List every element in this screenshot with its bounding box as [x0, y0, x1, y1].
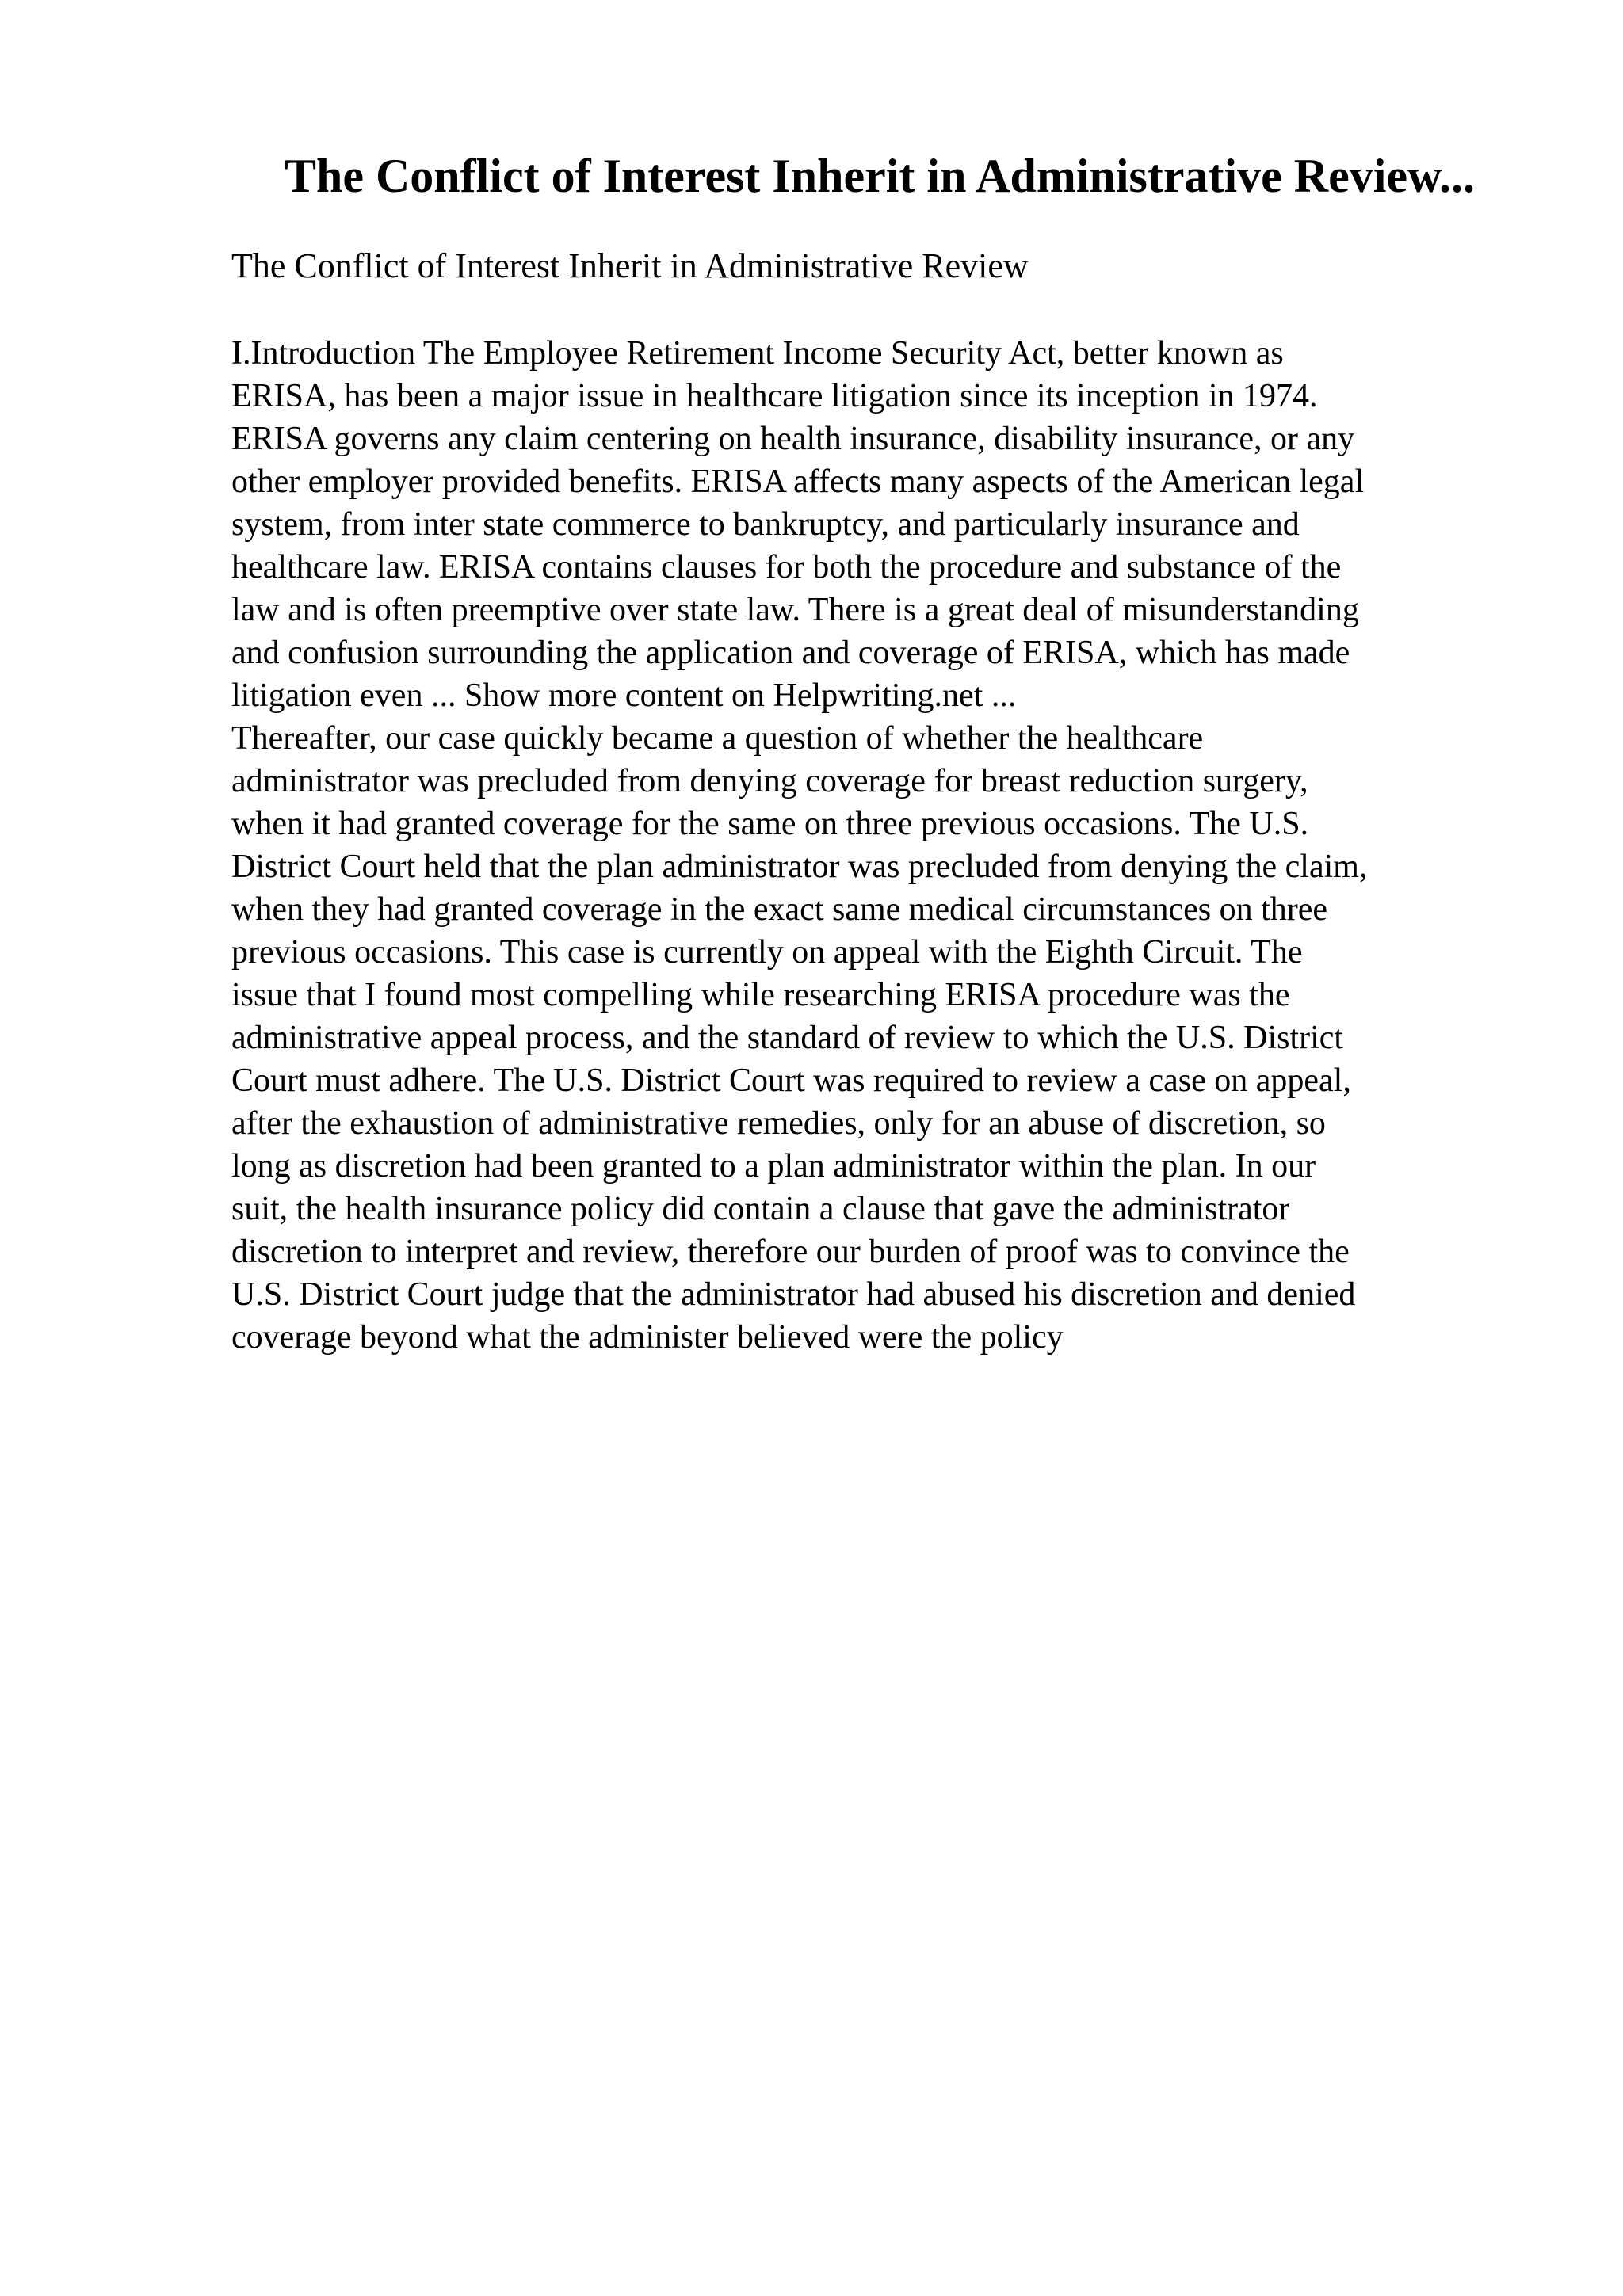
- body-text-line: suit, the health insurance policy did contain a clause that gave the administrator: [231, 1191, 1290, 1227]
- body-text-line: District Court held that the plan administrator was precluded from denying the claim,: [231, 849, 1368, 885]
- body-text-line: ERISA governs any claim centering on health insurance, disability insurance, or any: [231, 421, 1355, 457]
- body-text-line: other employer provided benefits. ERISA affects many aspects of the American legal: [231, 463, 1365, 500]
- body-text-line: when it had granted coverage for the same on three previous occasions. The U.S.: [231, 806, 1309, 842]
- body-text-line: system, from inter state commerce to bankruptcy, and particularly insurance and: [231, 506, 1300, 543]
- document-body: [231, 332, 1499, 1359]
- body-text-line: I.Introduction The Employee Retirement Income Security Act, better known as: [231, 335, 1284, 372]
- body-text-line: and confusion surrounding the application and coverage of ERISA, which has made: [231, 635, 1350, 671]
- body-text-line: discretion to interpret and review, therefore our burden of proof was to convince the: [231, 1234, 1350, 1270]
- body-text-line: after the exhaustion of administrative remedies, only for an abuse of discretion, so: [231, 1105, 1326, 1142]
- body-text-line: U.S. District Court judge that the administrator had abused his discretion and denied: [231, 1276, 1356, 1313]
- document-title: The Conflict of Interest Inherit in Administrative Review...: [284, 150, 1476, 202]
- body-text-line: ERISA, has been a major issue in healthcare litigation since its inception in 1974.: [231, 378, 1318, 414]
- body-text-line: when they had granted coverage in the exact same medical circumstances on three: [231, 891, 1328, 928]
- body-text-line: litigation even ... Show more content on Helpwriting.net ...: [231, 677, 1017, 714]
- body-text-line: long as discretion had been granted to a plan administrator within the plan. In our: [231, 1148, 1316, 1184]
- body-text-line: Court must adhere. The U.S. District Court was required to review a case on appeal,: [231, 1062, 1351, 1099]
- body-text-line: administrator was precluded from denying coverage for breast reduction surgery,: [231, 763, 1308, 799]
- body-text-line: Thereafter, our case quickly became a question of whether the healthcare: [231, 720, 1204, 757]
- body-text-line: coverage beyond what the administer believed were the policy: [231, 1319, 1064, 1356]
- body-text-line: administrative appeal process, and the standard of review to which the U.S. District: [231, 1020, 1344, 1056]
- body-text-line: issue that I found most compelling while researching ERISA procedure was the: [231, 977, 1290, 1013]
- body-text-line: law and is often preemptive over state law. There is a great deal of misunderstanding: [231, 592, 1359, 628]
- body-text-line: previous occasions. This case is currently on appeal with the Eighth Circuit. The: [231, 934, 1303, 971]
- document-subtitle: The Conflict of Interest Inherit in Administrative Review: [231, 246, 1029, 285]
- body-text-line: healthcare law. ERISA contains clauses for both the procedure and substance of the: [231, 549, 1342, 585]
